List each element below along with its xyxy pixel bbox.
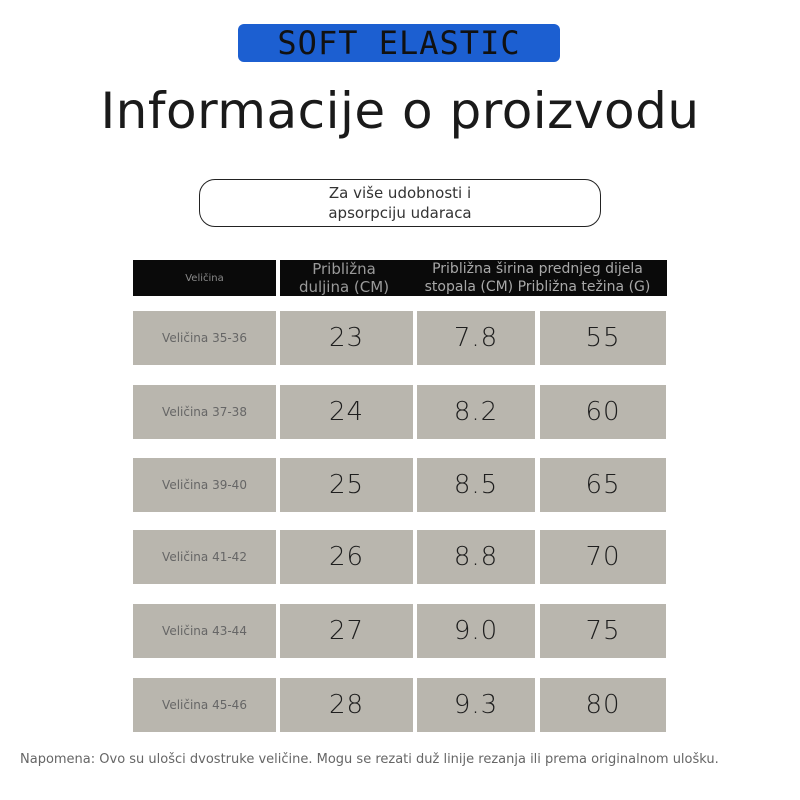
header-length <box>280 260 408 296</box>
width-cell: 8.8 <box>417 530 535 584</box>
weight-cell: 75 <box>540 604 666 658</box>
weight-cell: 80 <box>540 678 666 732</box>
width-cell: 8.5 <box>417 458 535 512</box>
header-width-line-2: stopala (CM) Približna težina (G) <box>424 279 651 295</box>
feature-pill-line-1: Za više udobnosti i <box>328 184 472 202</box>
size-cell: Veličina 43-44 <box>133 604 276 658</box>
width-cell: 9.0 <box>417 604 535 658</box>
weight-cell: 70 <box>540 530 666 584</box>
table-row <box>0 458 800 512</box>
header-width-weight <box>408 260 667 296</box>
header-width-line-1: Približna širina prednjeg dijela <box>432 261 643 277</box>
length-cell: 24 <box>280 385 413 439</box>
width-cell: 7.8 <box>417 311 535 365</box>
header-length-line-2: duljina (CM) <box>298 278 390 296</box>
table-row <box>0 311 800 365</box>
length-cell: 25 <box>280 458 413 512</box>
width-cell: 8.2 <box>417 385 535 439</box>
table-row <box>0 530 800 584</box>
header-size: Veličina <box>133 260 276 296</box>
feature-pill <box>199 179 601 227</box>
length-cell: 23 <box>280 311 413 365</box>
table-row <box>0 678 800 732</box>
brand-badge: SOFT ELASTIC <box>238 24 560 62</box>
footnote: Napomena: Ovo su ulošci dvostruke veličine. Mogu se rezati duž linije rezanja ili prema originalnom ulošku. <box>20 752 719 767</box>
width-cell: 9.3 <box>417 678 535 732</box>
size-cell: Veličina 35-36 <box>133 311 276 365</box>
size-cell: Veličina 39-40 <box>133 458 276 512</box>
length-cell: 26 <box>280 530 413 584</box>
length-cell: 27 <box>280 604 413 658</box>
size-cell: Veličina 41-42 <box>133 530 276 584</box>
table-row <box>0 385 800 439</box>
length-cell: 28 <box>280 678 413 732</box>
table-row <box>0 604 800 658</box>
feature-pill-line-2: apsorpciju udaraca <box>328 204 472 222</box>
weight-cell: 60 <box>540 385 666 439</box>
size-cell: Veličina 45-46 <box>133 678 276 732</box>
weight-cell: 55 <box>540 311 666 365</box>
size-cell: Veličina 37-38 <box>133 385 276 439</box>
page-title: Informacije o proizvodu <box>100 82 700 140</box>
weight-cell: 65 <box>540 458 666 512</box>
header-length-line-1: Približna <box>312 260 376 278</box>
